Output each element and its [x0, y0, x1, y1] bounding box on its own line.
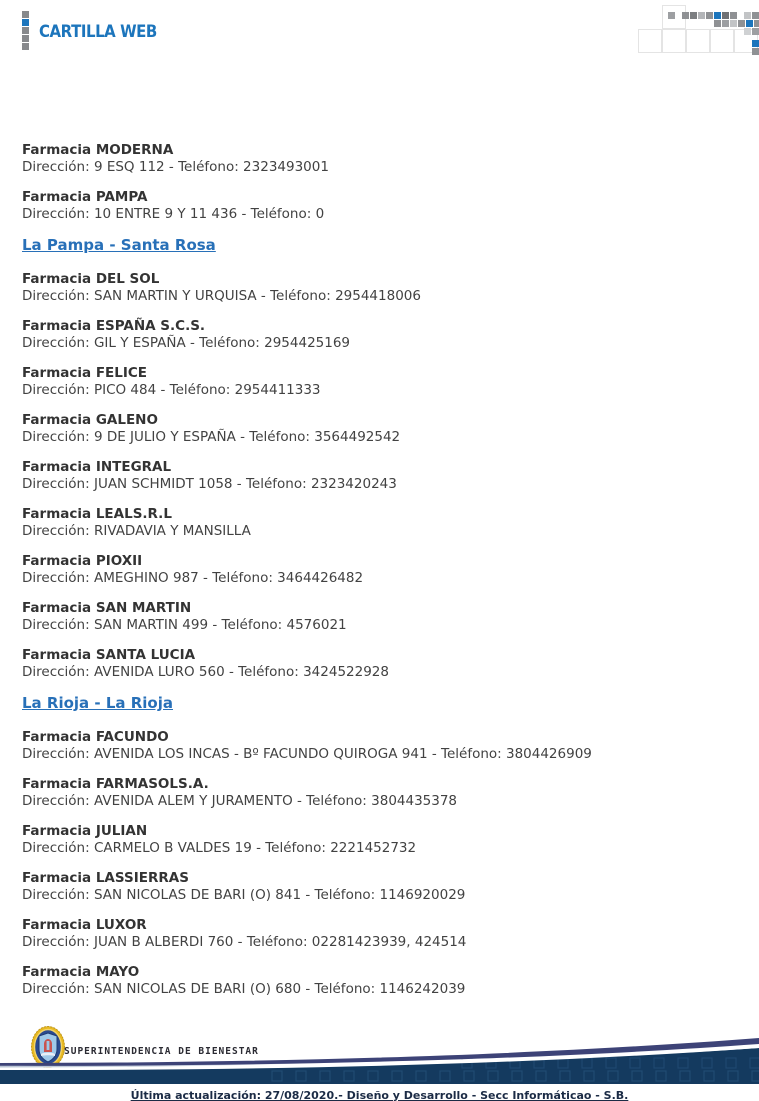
pharmacy-address-phone: Dirección: JUAN B ALBERDI 760 - Teléfono: 02281423939, 424514: [22, 934, 467, 950]
pharmacy-address-phone: Dirección: SAN MARTIN 499 - Teléfono: 4576021: [22, 617, 347, 633]
pharmacy-entry: [22, 917, 737, 951]
pharmacy-entry: [22, 412, 737, 446]
pharmacy-name: Farmacia INTEGRAL: [22, 459, 172, 475]
pharmacy-address-phone: Dirección: AVENIDA ALEM Y JURAMENTO - Teléfono: 3804435378: [22, 793, 458, 809]
pharmacy-name: Farmacia GALENO: [22, 412, 158, 428]
pharmacy-entry: [22, 459, 737, 493]
pharmacy-address-phone: Dirección: RIVADAVIA Y MANSILLA: [22, 523, 251, 539]
pharmacy-address-phone: Dirección: JUAN SCHMIDT 1058 - Teléfono: 2323420243: [22, 476, 397, 492]
pharmacy-name: Farmacia SAN MARTIN: [22, 600, 192, 616]
organization-name: SUPERINTENDENCIA DE BIENESTAR: [64, 1046, 259, 1057]
pharmacy-name: Farmacia LUXOR: [22, 917, 147, 933]
pharmacy-entry: [22, 365, 737, 399]
pharmacy-address-phone: Dirección: AMEGHINO 987 - Teléfono: 3464426482: [22, 570, 364, 586]
pharmacy-entry: [22, 823, 737, 857]
pharmacy-name: Farmacia PIOXII: [22, 553, 143, 569]
pharmacy-name: Farmacia MODERNA: [22, 142, 174, 158]
pharmacy-address-phone: Dirección: 9 ESQ 112 - Teléfono: 2323493001: [22, 159, 329, 175]
pharmacy-entry: [22, 870, 737, 904]
pharmacy-name: Farmacia FELICE: [22, 365, 148, 381]
last-update-text: Última actualización: 27/08/2020.- Diseño y Desarrollo - Secc Informáticao - S.B.: [130, 1089, 629, 1101]
pharmacy-entry: [22, 600, 737, 634]
pharmacy-name: Farmacia ESPAÑA S.C.S.: [22, 318, 206, 334]
pharmacy-name: Farmacia JULIAN: [22, 823, 148, 839]
pharmacy-entry: [22, 964, 737, 998]
pharmacy-name: Farmacia DEL SOL: [22, 271, 160, 287]
pharmacy-entry: [22, 729, 737, 763]
pharmacy-entry: [22, 647, 737, 681]
pharmacy-entry: [22, 189, 737, 223]
pharmacy-address-phone: Dirección: AVENIDA LURO 560 - Teléfono: 3424522928: [22, 664, 389, 680]
pharmacy-entry: [22, 318, 737, 352]
footer-swoosh-graphic: [0, 1038, 759, 1084]
pharmacy-entry: [22, 506, 737, 540]
pharmacy-address-phone: Dirección: 9 DE JULIO Y ESPAÑA - Teléfono: 3564492542: [22, 429, 401, 445]
pharmacy-entry: [22, 776, 737, 810]
pharmacy-entry: [22, 142, 737, 176]
pharmacy-name: Farmacia FACUNDO: [22, 729, 169, 745]
pharmacy-list: [0, 62, 759, 1011]
footer-bottom-strip: [0, 1084, 759, 1101]
pharmacy-address-phone: Dirección: AVENIDA LOS INCAS - Bº FACUNDO QUIROGA 941 - Teléfono: 3804426909: [22, 746, 592, 762]
pharmacy-address-phone: Dirección: 10 ENTRE 9 Y 11 436 - Teléfono: 0: [22, 206, 325, 222]
pharmacy-name: Farmacia LASSIERRAS: [22, 870, 189, 886]
pharmacy-address-phone: Dirección: PICO 484 - Teléfono: 2954411333: [22, 382, 321, 398]
pharmacy-name: Farmacia PAMPA: [22, 189, 148, 205]
app-title: CARTILLA WEB: [39, 22, 157, 42]
footer: [0, 1020, 759, 1101]
pharmacy-address-phone: Dirección: CARMELO B VALDES 19 - Teléfono: 2221452732: [22, 840, 417, 856]
pharmacy-name: Farmacia SANTA LUCIA: [22, 647, 196, 663]
pharmacy-entry: [22, 553, 737, 587]
header: [0, 0, 759, 62]
pharmacy-name: Farmacia FARMASOLS.A.: [22, 776, 209, 792]
pharmacy-name: Farmacia MAYO: [22, 964, 140, 980]
pharmacy-address-phone: Dirección: SAN NICOLAS DE BARI (O) 841 - Teléfono: 1146920029: [22, 887, 466, 903]
section-link-la-pampa-santa-rosa[interactable]: La Pampa - Santa Rosa: [22, 236, 216, 254]
pharmacy-address-phone: Dirección: GIL Y ESPAÑA - Teléfono: 2954425169: [22, 335, 351, 351]
pharmacy-address-phone: Dirección: SAN MARTIN Y URQUISA - Teléfono: 2954418006: [22, 288, 421, 304]
pharmacy-entry: [22, 271, 737, 305]
pharmacy-name: Farmacia LEALS.R.L: [22, 506, 172, 522]
section-link-la-rioja-la-rioja[interactable]: La Rioja - La Rioja: [22, 694, 173, 712]
pharmacy-address-phone: Dirección: SAN NICOLAS DE BARI (O) 680 - Teléfono: 1146242039: [22, 981, 466, 997]
